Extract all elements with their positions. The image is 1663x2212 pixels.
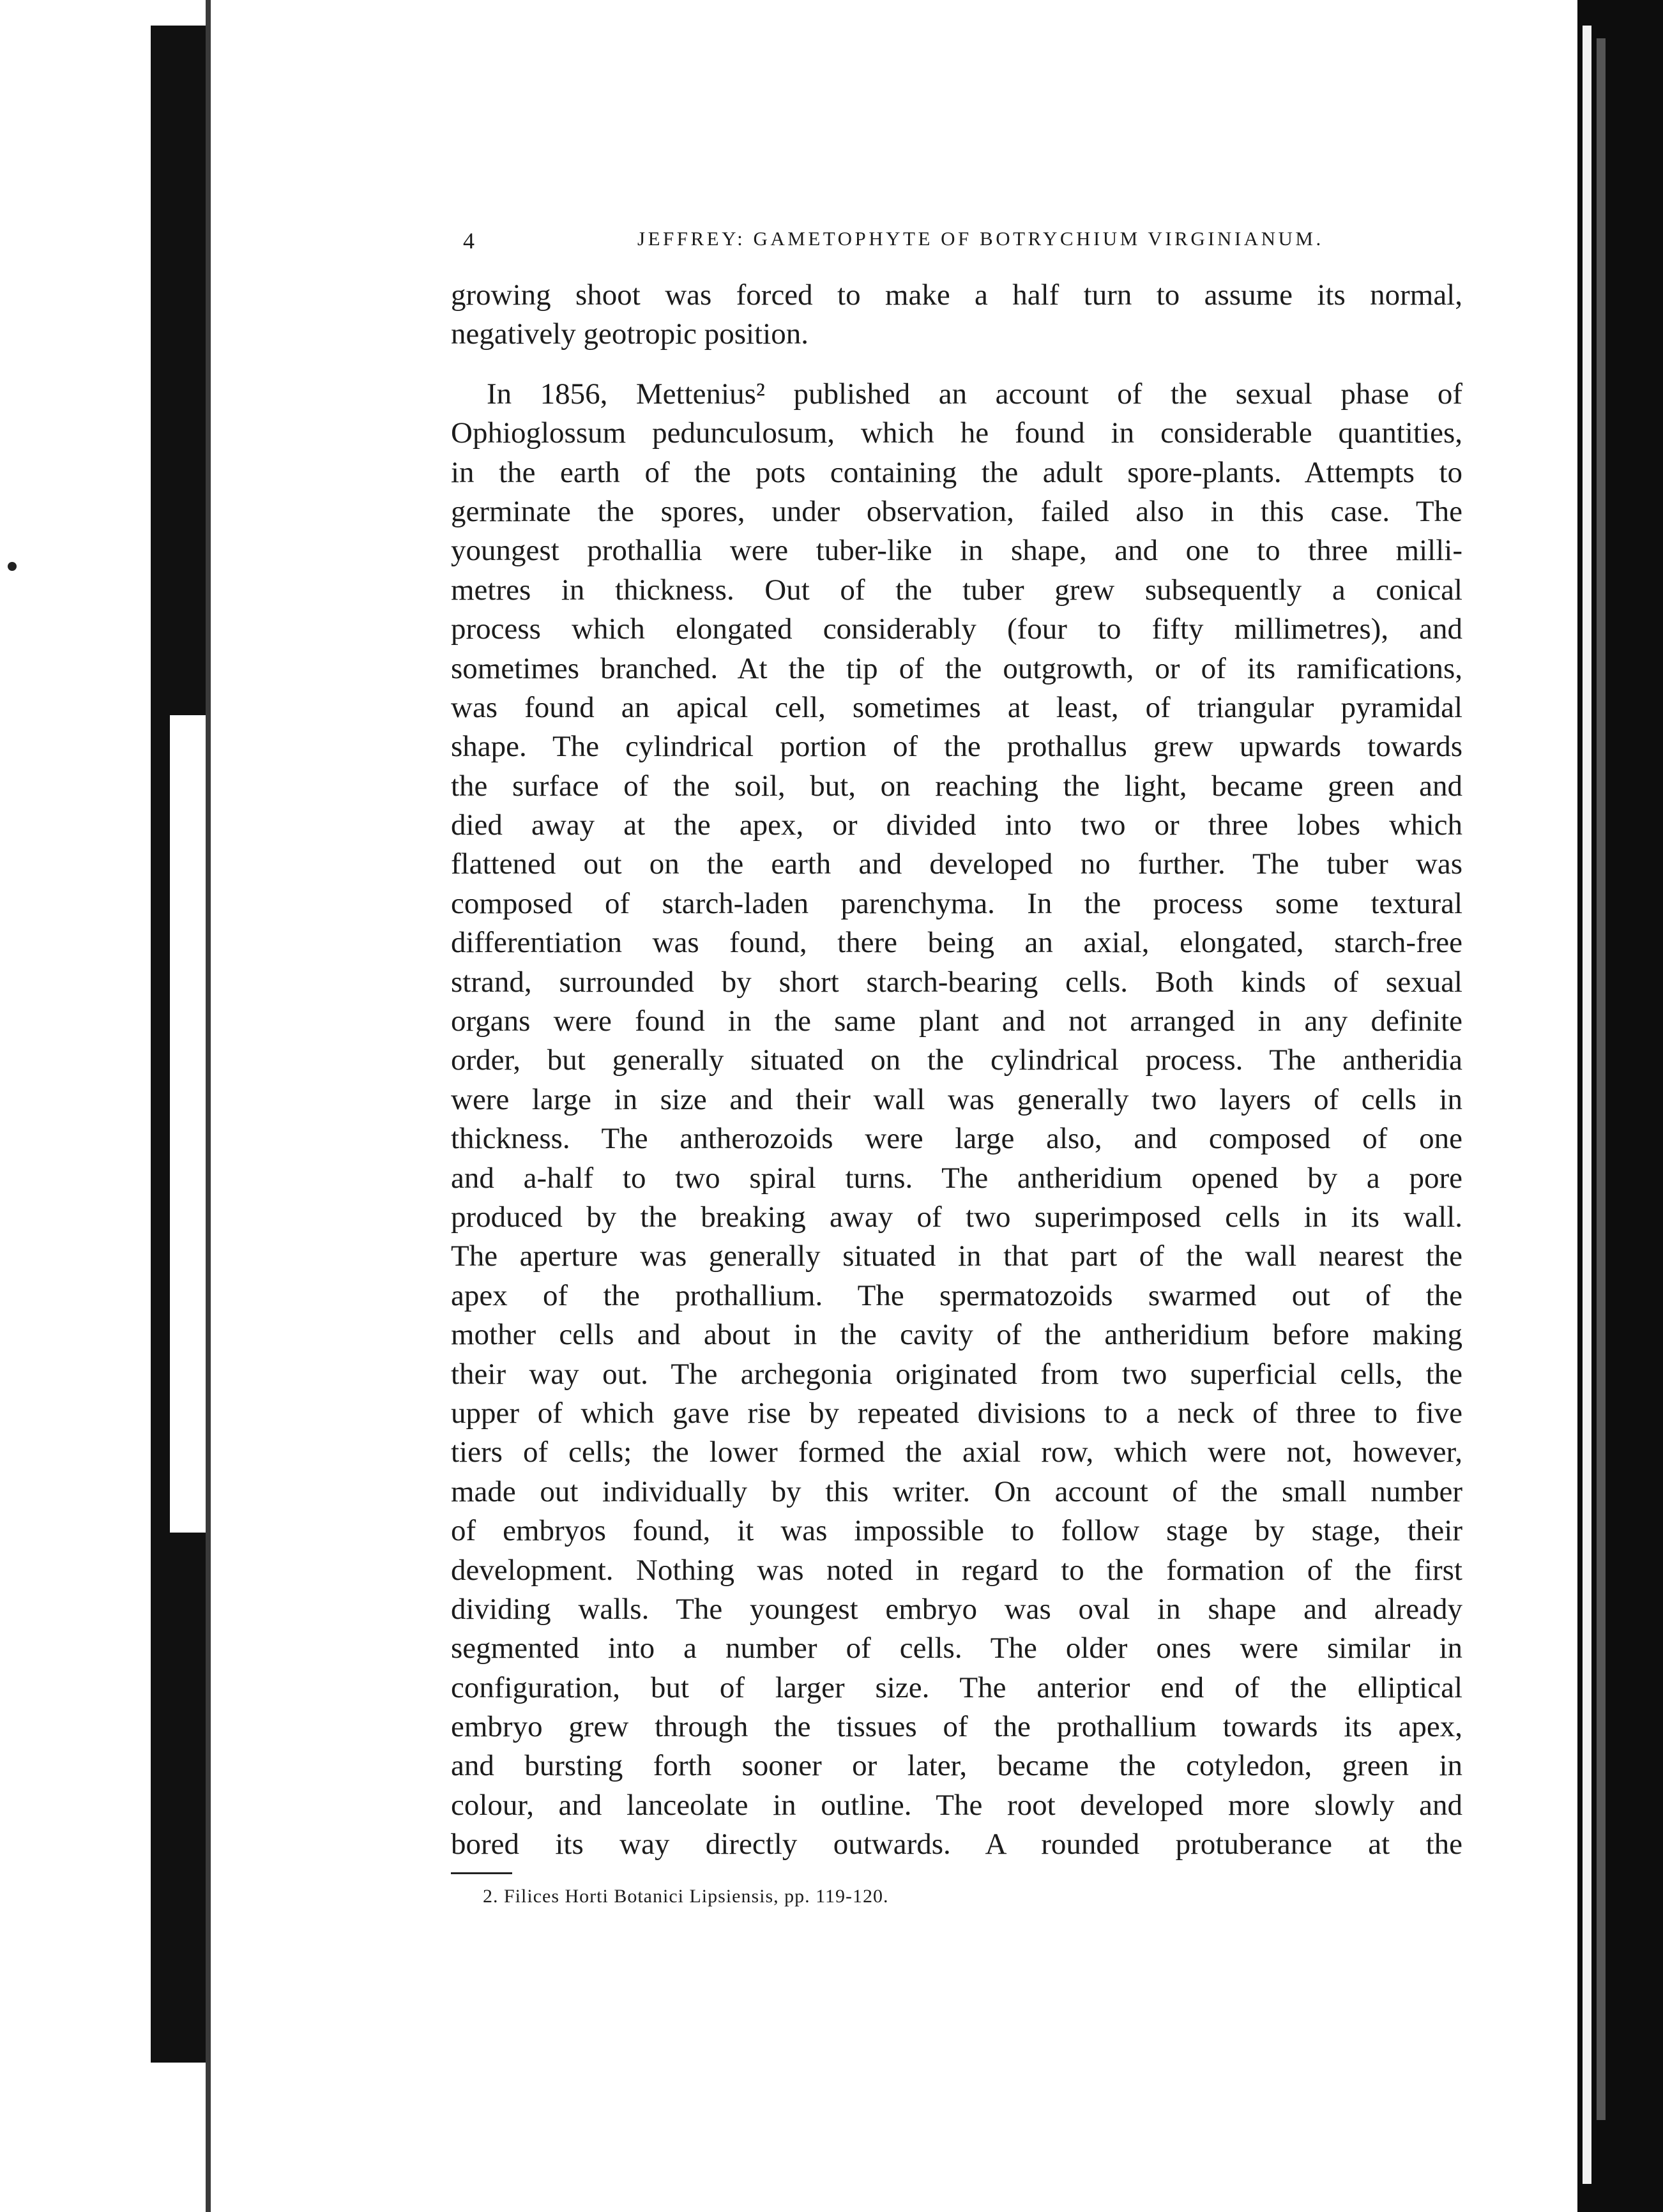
text-line: was found an apical cell, sometimes at least, of triangular pyramidal xyxy=(451,690,1462,724)
text-line: made out individually by this writer. On account of the small number xyxy=(451,1474,1462,1508)
text-line: development. Nothing was noted in regard to the formation of the first xyxy=(451,1553,1462,1587)
text-line: tiers of cells; the lower formed the axial row, which were not, however, xyxy=(451,1436,1462,1469)
text-line: dividing walls. The youngest embryo was oval in shape and already xyxy=(451,1592,1462,1626)
text-line: produced by the breaking away of two superimposed cells in its wall. xyxy=(451,1200,1462,1234)
text-line: Ophioglossum pedunculosum, which he found in considerable quantities, xyxy=(451,416,1462,450)
text-line: apex of the prothallium. The spermatozoids swarmed out of the xyxy=(451,1278,1462,1312)
scan-border-right-highlight xyxy=(1583,26,1591,2184)
text-line: mother cells and about in the cavity of the antheridium before making xyxy=(451,1318,1462,1352)
text-line: youngest prothallia were tuber-like in shape, and one to three milli- xyxy=(451,534,1462,568)
text-line: configuration, but of larger size. The anterior end of the elliptical xyxy=(451,1670,1462,1704)
text-line: colour, and lanceolate in outline. The root developed more slowly and xyxy=(451,1788,1462,1822)
text-line: flattened out on the earth and developed no further. The tuber was xyxy=(451,847,1462,881)
paragraph-gap xyxy=(451,354,1462,375)
text-line: their way out. The archegonia originated from two superficial cells, the xyxy=(451,1357,1462,1391)
text-line: germinate the spores, under observation, failed also in this case. The xyxy=(451,494,1462,528)
text-line: growing shoot was forced to make a half turn to assume its normal, xyxy=(451,278,1462,312)
scan-border-right-strip xyxy=(1597,38,1606,2120)
footnote: 2. Filices Horti Botanici Lipsiensis, pp. 119-120. xyxy=(483,1886,889,1907)
text-line: composed of starch-laden parenchyma. In the process some textural xyxy=(451,886,1462,920)
text-line: upper of which gave rise by repeated divisions to a neck of three to five xyxy=(451,1396,1462,1430)
text-line: in the earth of the pots containing the adult spore-plants. Attempts to xyxy=(451,455,1462,489)
footnote-rule xyxy=(451,1872,512,1874)
text-line: negatively geotropic position. xyxy=(451,317,809,351)
text-line: were large in size and their wall was generally two layers of cells in xyxy=(451,1082,1462,1116)
text-line: differentiation was found, there being an axial, elongated, starch-free xyxy=(451,926,1462,960)
scan-border-left-line xyxy=(206,0,211,2212)
text-line: the surface of the soil, but, on reaching the light, became green and xyxy=(451,769,1462,803)
text-line: metres in thickness. Out of the tuber grew subsequently a conical xyxy=(451,573,1462,607)
text-line: thickness. The antherozoids were large also, and composed of one xyxy=(451,1122,1462,1156)
text-line: process which elongated considerably (four to fifty millimetres), and xyxy=(451,612,1462,646)
text-line: of embryos found, it was impossible to follow stage by stage, their xyxy=(451,1514,1462,1548)
text-line: and a-half to two spiral turns. The antheridium opened by a pore xyxy=(451,1161,1462,1195)
text-line: The aperture was generally situated in that part of the wall nearest the xyxy=(451,1239,1462,1273)
text-line: died away at the apex, or divided into two or three lobes which xyxy=(451,808,1462,842)
body-text xyxy=(451,276,1462,1865)
text-line: shape. The cylindrical portion of the prothallus grew upwards towards xyxy=(451,730,1462,764)
text-line: organs were found in the same plant and not arranged in any definite xyxy=(451,1004,1462,1038)
scan-speck xyxy=(8,562,17,571)
text-line: and bursting forth sooner or later, became the cotyledon, green in xyxy=(451,1749,1462,1783)
running-head-title: JEFFREY: GAMETOPHYTE OF BOTRYCHIUM VIRGINIANUM. xyxy=(637,227,1324,250)
scan-border-left-gap xyxy=(170,715,206,1533)
text-line: bored its way directly outwards. A rounded protuberance at the xyxy=(451,1828,1462,1861)
page-number: 4 xyxy=(463,228,475,254)
text-line: segmented into a number of cells. The older ones were similar in xyxy=(451,1632,1462,1665)
text-line: embryo grew through the tissues of the prothallium towards its apex, xyxy=(451,1710,1462,1744)
text-line: sometimes branched. At the tip of the outgrowth, or of its ramifications, xyxy=(451,651,1462,685)
text-line: In 1856, Mettenius² published an account of the sexual phase of xyxy=(487,377,1462,411)
text-line: strand, surrounded by short starch-bearing cells. Both kinds of sexual xyxy=(451,965,1462,999)
text-line: order, but generally situated on the cylindrical process. The antheridia xyxy=(451,1043,1462,1077)
